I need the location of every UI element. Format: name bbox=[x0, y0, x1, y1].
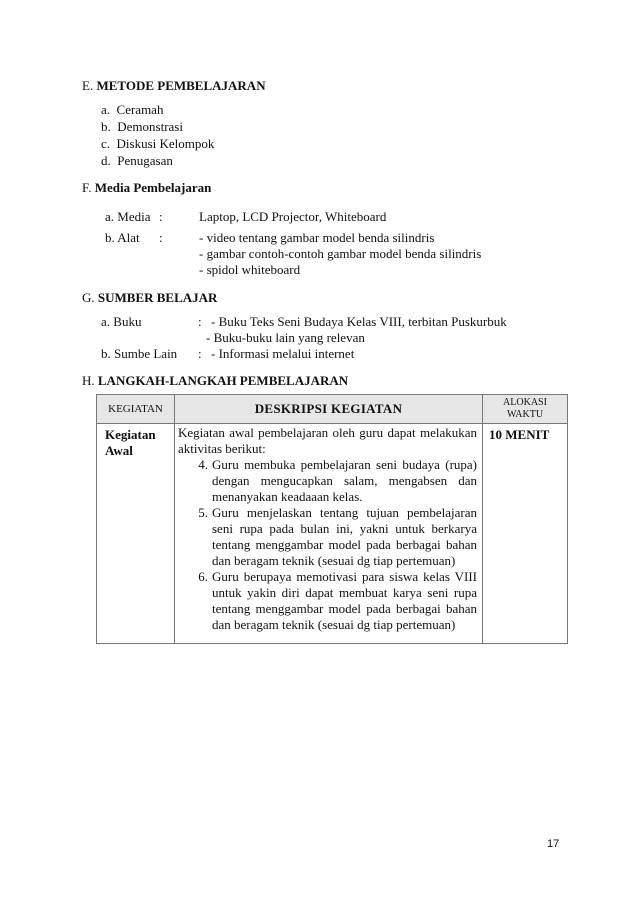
kegiatan-line2: Awal bbox=[105, 443, 133, 458]
alat-item: - spidol whiteboard bbox=[199, 262, 301, 277]
list-item bbox=[101, 102, 163, 118]
section-letter: H. bbox=[82, 373, 95, 388]
header-alokasi-line2: WAKTU bbox=[506, 409, 544, 420]
alat-item: - gambar contoh-contoh gambar model benda silindris bbox=[199, 246, 482, 261]
list-marker: b. bbox=[101, 119, 111, 134]
media-value: Laptop, LCD Projector, Whiteboard bbox=[199, 209, 387, 224]
section-h-heading bbox=[82, 373, 348, 389]
buku-item: - Buku Teks Seni Budaya Kelas VIII, terbitan Puskurbuk bbox=[211, 314, 507, 329]
list-text: Diskusi Kelompok bbox=[116, 136, 215, 151]
list-text: Penugasan bbox=[117, 153, 173, 168]
step-text: Guru berupaya memotivasi para siswa kelas VIII untuk yakin diri dapat membuat karya seni rupa tentang menggambar model pada berbagai bahan dan beragam teknik (sesuai dg tiap pertemuan) bbox=[212, 569, 477, 632]
lain-value: - Informasi melalui internet bbox=[211, 346, 355, 361]
list-item bbox=[101, 153, 173, 169]
list-text: Demonstrasi bbox=[117, 119, 183, 134]
section-letter: G. bbox=[82, 290, 95, 305]
table-row bbox=[97, 424, 568, 644]
lain-colon: : bbox=[198, 346, 202, 361]
list-item bbox=[178, 569, 477, 633]
alat-label: b. Alat bbox=[105, 230, 140, 245]
list-item bbox=[101, 136, 214, 152]
section-letter: F. bbox=[82, 180, 92, 195]
list-item bbox=[101, 119, 183, 135]
table-header-row bbox=[97, 395, 568, 424]
section-title: LANGKAH-LANGKAH PEMBELAJARAN bbox=[97, 373, 349, 388]
step-text: Guru membuka pembelajaran seni budaya (rupa) dengan mengucapkan salam, mengabsen dan menanyakan keadaaan kelas. bbox=[212, 457, 477, 504]
lain-label: b. Sumbe Lain bbox=[101, 346, 178, 361]
list-marker: a. bbox=[101, 102, 111, 117]
step-number: 4. bbox=[198, 457, 208, 472]
list-text: Ceramah bbox=[116, 102, 164, 117]
section-f-heading bbox=[82, 180, 211, 196]
header-alokasi bbox=[483, 395, 568, 424]
media-colon: : bbox=[159, 209, 163, 224]
section-g-heading bbox=[82, 290, 217, 306]
list-marker: c. bbox=[101, 136, 111, 151]
list-item bbox=[178, 457, 477, 505]
buku-colon: : bbox=[198, 314, 202, 329]
section-title: Media Pembelajaran bbox=[94, 180, 212, 195]
section-title: SUMBER BELAJAR bbox=[97, 290, 218, 305]
buku-label: a. Buku bbox=[101, 314, 142, 329]
deskripsi-intro: Kegiatan awal pembelajaran oleh guru dapat melakukan aktivitas berikut: bbox=[178, 425, 477, 456]
section-letter: E. bbox=[82, 78, 94, 93]
cell-alokasi: 10 MENIT bbox=[483, 424, 568, 644]
media-label: a. Media bbox=[105, 209, 151, 224]
section-title: METODE PEMBELAJARAN bbox=[96, 78, 266, 93]
alat-colon: : bbox=[159, 230, 163, 245]
buku-item: - Buku-buku lain yang relevan bbox=[206, 330, 365, 345]
list-marker: d. bbox=[101, 153, 111, 168]
alat-item: - video tentang gambar model benda silindris bbox=[199, 230, 435, 245]
kegiatan-line1: Kegiatan bbox=[105, 427, 156, 442]
page-number: 17 bbox=[547, 838, 560, 850]
header-kegiatan: KEGIATAN bbox=[97, 395, 175, 424]
step-number: 6. bbox=[198, 569, 208, 584]
list-item bbox=[178, 505, 477, 569]
header-deskripsi: DESKRIPSI KEGIATAN bbox=[175, 395, 483, 424]
section-e-heading bbox=[82, 78, 266, 94]
cell-deskripsi bbox=[175, 424, 483, 644]
header-alokasi-line1: ALOKASI bbox=[503, 397, 547, 408]
steps-list bbox=[178, 457, 477, 633]
cell-kegiatan bbox=[97, 424, 175, 644]
step-text: Guru menjelaskan tentang tujuan pembelajaran seni rupa pada bulan ini, yakni untuk berkarya tentang menggambar model pada berbagai bahan dan beragam teknik (sesuai dg tiap pertemuan) bbox=[212, 505, 477, 568]
step-number: 5. bbox=[198, 505, 208, 520]
langkah-table bbox=[96, 394, 568, 644]
